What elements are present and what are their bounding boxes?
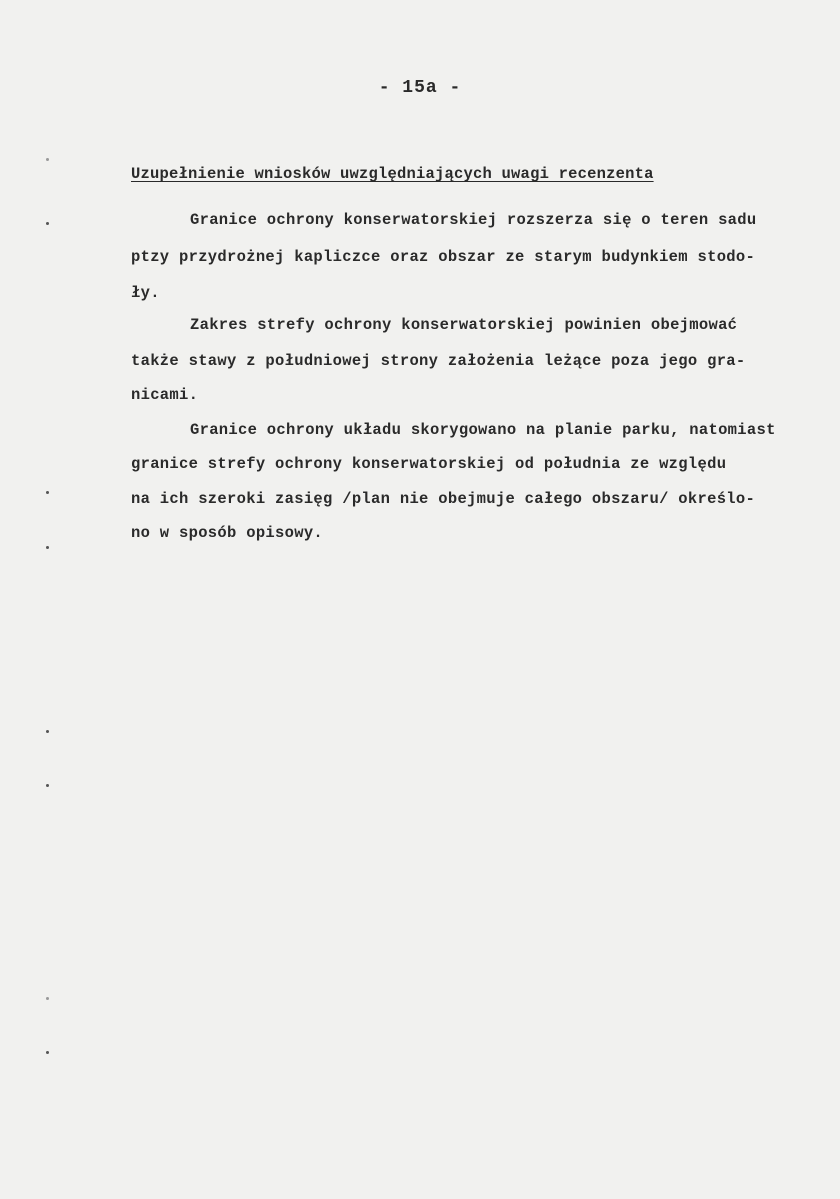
section-heading: Uzupełnienie wniosków uwzględniających uwagi recenzenta — [131, 165, 654, 183]
paragraph-2-line-3: nicami. — [131, 386, 199, 404]
paragraph-3-line-1: Granice ochrony układu skorygowano na planie parku, natomiast — [190, 421, 776, 439]
paragraph-3-line-3: na ich szeroki zasięg /plan nie obejmuje całego obszaru/ określo- — [131, 490, 756, 508]
margin-dot — [46, 730, 49, 733]
page-number: - 15a - — [378, 78, 462, 98]
paragraph-2-line-1: Zakres strefy ochrony konserwatorskiej powinien obejmować — [190, 316, 738, 334]
margin-dot — [46, 546, 49, 549]
margin-dot — [46, 997, 49, 1000]
paragraph-2-line-2: także stawy z południowej strony założenia leżące poza jego gra- — [131, 352, 746, 370]
margin-dot — [46, 784, 49, 787]
margin-dot — [46, 491, 49, 494]
margin-dot — [46, 158, 49, 161]
paragraph-1-line-2: ptzy przydrożnej kapliczce oraz obszar ze starym budynkiem stodo- — [131, 248, 756, 266]
paragraph-3-line-2: granice strefy ochrony konserwatorskiej od południa ze względu — [131, 455, 727, 473]
paragraph-3-line-4: no w sposób opisowy. — [131, 524, 324, 542]
margin-dot — [46, 1051, 49, 1054]
paragraph-1-line-3: ły. — [131, 284, 160, 302]
margin-dot — [46, 222, 49, 225]
paragraph-1-line-1: Granice ochrony konserwatorskiej rozszerza się o teren sadu — [190, 211, 757, 229]
